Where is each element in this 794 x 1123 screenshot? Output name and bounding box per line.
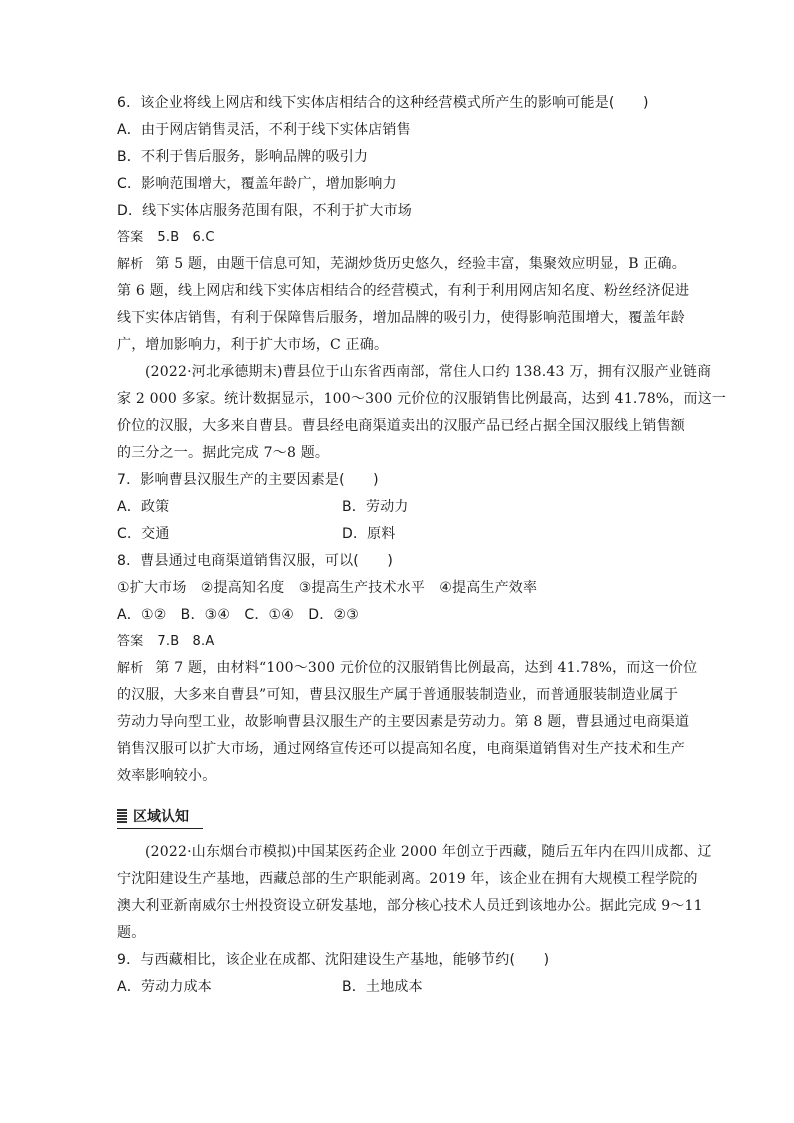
q8-stem: 8．曹县通过电商渠道销售汉服，可以( ) bbox=[117, 553, 394, 569]
explanation-label: 解析 bbox=[117, 257, 144, 272]
q7-option-d: D．原料 bbox=[342, 526, 396, 542]
material-line: 价位的汉服，大多来自曹县。曹县经电商渠道卖出的汉服产品已经占据全国汉服线上销售额 bbox=[117, 418, 685, 434]
explanation-line: 的汉服，大多来自曹县”可知，曹县汉服生产属于普通服装制造业，而普通服装制造业属于 bbox=[117, 687, 679, 703]
answer-text: 7.B 8.A bbox=[157, 634, 215, 649]
q9-option-b: B．土地成本 bbox=[342, 979, 423, 995]
q9-options-row-1 bbox=[117, 974, 677, 1001]
material-line: (2022·河北承德期末)曹县位于山东省西南部，常住人口约 138.43 万，拥有汉服产业链商 bbox=[145, 364, 712, 380]
q9-stem: 9．与西藏相比，该企业在成都、沈阳建设生产基地，能够节约( ) bbox=[117, 952, 550, 968]
material-line: 宁沈阳建设生产基地，西藏总部的生产职能剥离。2019 年，该企业在拥有大规模工程学院的 bbox=[117, 871, 698, 887]
explanation-7-8 bbox=[117, 655, 698, 790]
material-line: 的三分之一。据此完成 7～8 题。 bbox=[117, 445, 330, 461]
material-line: 家 2 000 多家。统计数据显示，100～300 元价位的汉服销售比例最高，达到 41.78%，而这一 bbox=[117, 391, 727, 407]
q6-option-a: A．由于网店销售灵活，不利于线下实体店销售 bbox=[117, 122, 411, 138]
explanation-line: 劳动力导向型工业，故影响曹县汉服生产的主要因素是劳动力。第 8 题，曹县通过电商渠道 bbox=[117, 714, 690, 730]
explanation-line: 销售汉服可以扩大市场，通过网络宣传还可以提高知名度，电商渠道销售对生产技术和生产 bbox=[117, 741, 685, 757]
q6-option-b: B．不利于售后服务，影响品牌的吸引力 bbox=[117, 149, 369, 165]
material-9-11 bbox=[117, 839, 712, 947]
section-marker-icon bbox=[117, 809, 127, 823]
document-page bbox=[117, 90, 727, 1001]
answer-label: 答案 bbox=[117, 634, 144, 649]
answer-text: 5.B 6.C bbox=[157, 230, 215, 245]
material-line: 题。 bbox=[117, 925, 146, 941]
section-heading bbox=[117, 804, 203, 829]
q7-options-row-2 bbox=[117, 521, 677, 548]
answer-label: 答案 bbox=[117, 230, 144, 245]
q6-option-d: D．线下实体店服务范围有限，不利于扩大市场 bbox=[117, 203, 412, 219]
section-title: 区域认知 bbox=[133, 809, 189, 825]
q7-option-a: A．政策 bbox=[117, 499, 170, 515]
q7-stem: 7．影响曹县汉服生产的主要因素是( ) bbox=[117, 472, 379, 488]
q6-stem: 6．该企业将线上网店和线下实体店相结合的这种经营模式所产生的影响可能是( ) bbox=[117, 95, 649, 111]
explanation-line: 第 5 题，由题干信息可知，芜湖炒货历史悠久，经验丰富，集聚效应明显，B 正确。 bbox=[155, 256, 686, 272]
explanation-line: 第 7 题，由材料“100～300 元价位的汉服销售比例最高，达到 41.78%，而这一价位 bbox=[155, 660, 698, 676]
q8-items: ①扩大市场 ②提高知名度 ③提高生产技术水平 ④提高生产效率 bbox=[117, 580, 538, 596]
q9-option-a: A．劳动力成本 bbox=[117, 979, 212, 995]
explanation-line: 效率影响较小。 bbox=[117, 768, 217, 784]
q7-option-b: B．劳动力 bbox=[342, 499, 409, 515]
material-line: (2022·山东烟台市模拟)中国某医药企业 2000 年创立于西藏，随后五年内在四川成都、辽 bbox=[145, 844, 712, 860]
q6-option-c: C．影响范围增大，覆盖年龄广，增加影响力 bbox=[117, 176, 397, 192]
material-7-8 bbox=[117, 359, 727, 467]
explanation-label: 解析 bbox=[117, 661, 144, 676]
material-line: 澳大利亚新南威尔士州投资设立研发基地，部分核心技术人员迁到该地办公。据此完成 9～11 bbox=[117, 898, 703, 914]
answer-5-6 bbox=[117, 225, 677, 251]
q8-options: A．①② B．③④ C．①④ D．②③ bbox=[117, 607, 359, 623]
explanation-line: 广，增加影响力，利于扩大市场，C 正确。 bbox=[117, 337, 389, 353]
q7-option-c: C．交通 bbox=[117, 526, 170, 542]
q7-options-row-1 bbox=[117, 494, 677, 521]
answer-7-8 bbox=[117, 629, 677, 655]
explanation-line: 线下实体店销售，有利于保障售后服务，增加品牌的吸引力，使得影响范围增大，覆盖年龄 bbox=[117, 310, 685, 326]
explanation-line: 第 6 题，线上网店和线下实体店相结合的经营模式，有利于利用网店知名度、粉丝经济促进 bbox=[117, 283, 690, 299]
explanation-5-6 bbox=[117, 251, 690, 359]
